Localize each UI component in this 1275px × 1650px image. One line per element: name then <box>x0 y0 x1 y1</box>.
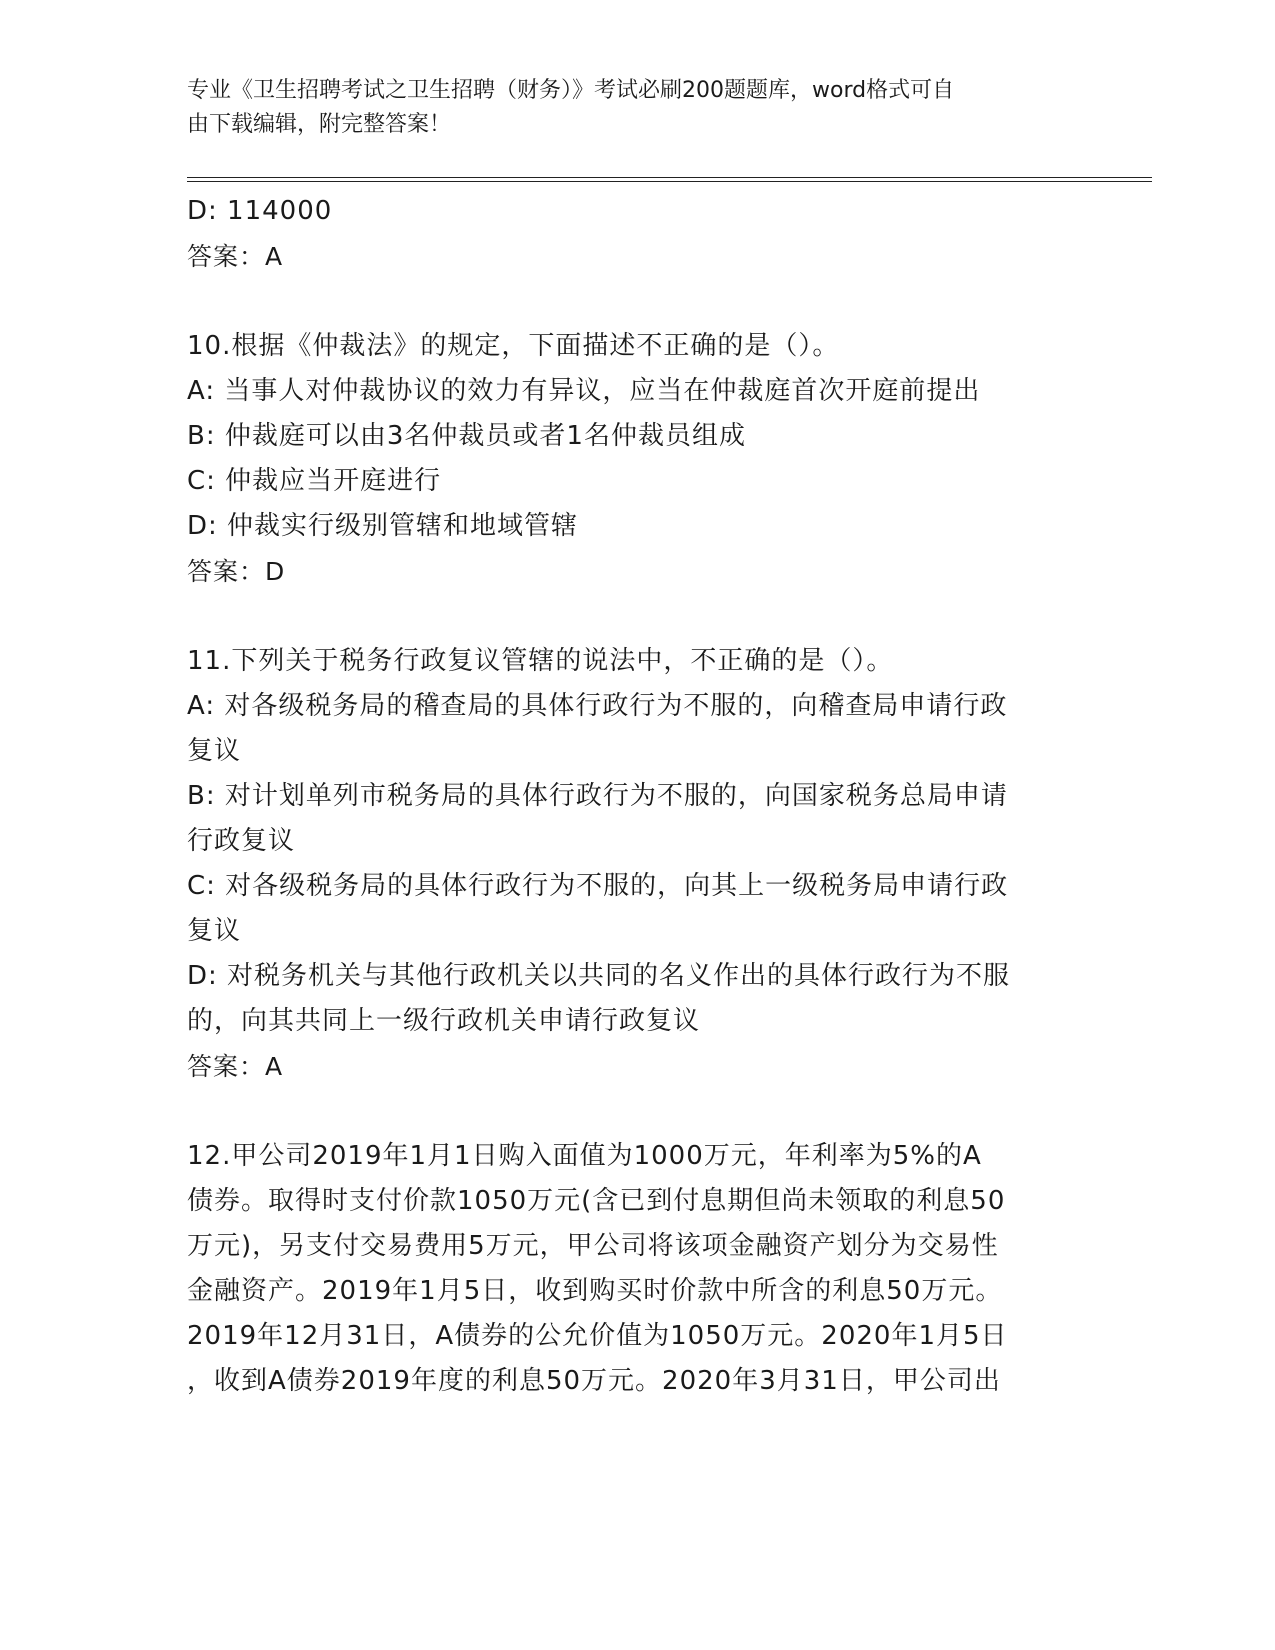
answer: 答案：A <box>187 1052 284 1081</box>
header-divider-top <box>187 177 1152 178</box>
question-stem: 10.根据《仲裁法》的规定，下面描述不正确的是（）。 <box>187 331 840 361</box>
answer: 答案：D <box>187 557 286 586</box>
option-d: D: 114000 <box>187 196 333 226</box>
question-stem-line-2: 债券。取得时支付价款1050万元(含已到付息期但尚未领取的利息50 <box>187 1186 1006 1216</box>
option-a: A: 对各级税务局的稽查局的具体行政行为不服的，向稽查局申请行政 <box>187 691 1008 721</box>
option-d: D: 仲裁实行级别管辖和地域管辖 <box>187 511 579 541</box>
question-stem-line-6: ，收到A债券2019年度的利息50万元。2020年3月31日，甲公司出 <box>187 1366 1001 1396</box>
option-c-cont: 复议 <box>187 916 242 946</box>
option-c: C: 对各级税务局的具体行政行为不服的，向其上一级税务局申请行政 <box>187 871 1009 901</box>
question-11 <box>187 639 1087 1089</box>
question-stem-line-4: 金融资产。2019年1月5日，收到购买时价款中所含的利息50万元。 <box>187 1276 1003 1306</box>
header-divider-bottom <box>187 181 1152 182</box>
document-content <box>187 189 1087 1404</box>
document-header <box>187 74 1087 142</box>
option-b-cont: 行政复议 <box>187 826 296 856</box>
option-c: C: 仲裁应当开庭进行 <box>187 466 442 496</box>
option-d: D: 对税务机关与其他行政机关以共同的名义作出的具体行政行为不服 <box>187 961 1011 991</box>
question-stem-line-5: 2019年12月31日，A债券的公允价值为1050万元。2020年1月5日 <box>187 1321 1008 1351</box>
question-10 <box>187 324 1087 594</box>
header-line-2: 由下载编辑，附完整答案！ <box>187 112 452 137</box>
option-a-cont: 复议 <box>187 736 242 766</box>
answer: 答案：A <box>187 242 284 271</box>
question-stem-line-1: 12.甲公司2019年1月1日购入面值为1000万元，年利率为5%的A <box>187 1141 982 1171</box>
question-stem-line-3: 万元)，另支付交易费用5万元，甲公司将该项金融资产划分为交易性 <box>187 1231 999 1261</box>
option-b: B: 仲裁庭可以由3名仲裁员或者1名仲裁员组成 <box>187 421 746 451</box>
option-b: B: 对计划单列市税务局的具体行政行为不服的，向国家税务总局申请 <box>187 781 1008 811</box>
question-stem: 11.下列关于税务行政复议管辖的说法中，不正确的是（）。 <box>187 646 894 676</box>
question-9-tail <box>187 189 1087 279</box>
question-12 <box>187 1134 1087 1404</box>
option-a: A: 当事人对仲裁协议的效力有异议，应当在仲裁庭首次开庭前提出 <box>187 376 981 406</box>
header-line-1: 专业《卫生招聘考试之卫生招聘（财务）》考试必刷200题题库，word格式可自 <box>187 78 955 103</box>
option-d-cont: 的，向其共同上一级行政机关申请行政复议 <box>187 1006 701 1036</box>
